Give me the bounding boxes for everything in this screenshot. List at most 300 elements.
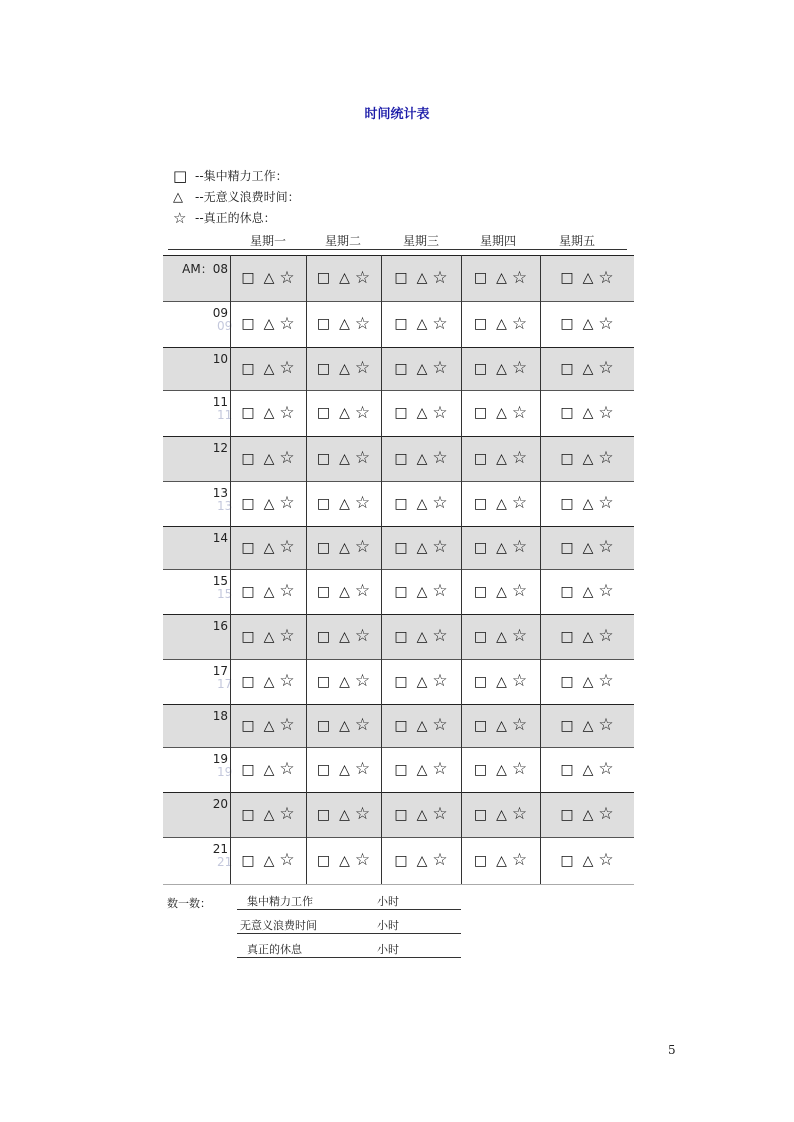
star-icon[interactable]: ☆ — [354, 493, 371, 513]
star-icon[interactable]: ☆ — [354, 537, 371, 557]
square-icon[interactable]: □ — [394, 405, 408, 421]
square-icon[interactable]: □ — [473, 316, 488, 332]
square-icon[interactable]: □ — [560, 360, 574, 377]
star-icon[interactable]: ☆ — [279, 493, 295, 513]
star-icon[interactable]: ☆ — [279, 581, 295, 601]
triangle-icon[interactable]: △ — [496, 673, 507, 690]
cell-thursday — [461, 255, 540, 301]
table-row — [163, 837, 634, 884]
square-icon[interactable]: □ — [394, 539, 408, 556]
triangle-icon[interactable]: △ — [496, 316, 507, 332]
square-icon[interactable]: □ — [394, 673, 408, 690]
star-icon[interactable]: ☆ — [511, 448, 528, 468]
summary-unit: 小时 — [377, 895, 399, 908]
triangle-icon[interactable]: △ — [339, 852, 350, 869]
star-icon[interactable]: ☆ — [432, 267, 448, 288]
cell-monday — [230, 792, 306, 837]
triangle-icon[interactable]: △ — [582, 405, 594, 421]
cell-tuesday — [306, 792, 381, 837]
square-icon[interactable]: □ — [560, 852, 574, 869]
star-icon[interactable]: ☆ — [432, 493, 448, 513]
square-icon[interactable]: □ — [241, 360, 255, 377]
star-icon[interactable]: ☆ — [279, 671, 295, 691]
cell-friday — [540, 569, 634, 614]
star-icon[interactable]: ☆ — [279, 715, 295, 735]
star-icon[interactable]: ☆ — [432, 715, 448, 735]
star-icon[interactable]: ☆ — [511, 581, 528, 601]
table-row — [163, 569, 634, 614]
star-icon[interactable]: ☆ — [598, 715, 614, 735]
star-icon[interactable]: ☆ — [354, 850, 371, 870]
star-icon[interactable]: ☆ — [511, 715, 528, 735]
cell-friday — [540, 301, 634, 347]
cell-thursday — [461, 390, 540, 436]
star-icon[interactable]: ☆ — [432, 671, 448, 691]
square-icon[interactable]: □ — [316, 673, 331, 690]
star-icon[interactable]: ☆ — [598, 850, 614, 870]
square-icon[interactable]: □ — [560, 673, 574, 690]
triangle-icon[interactable]: △ — [582, 761, 594, 778]
triangle-icon[interactable]: △ — [263, 270, 275, 286]
square-icon[interactable]: □ — [560, 405, 574, 421]
square-icon[interactable]: □ — [241, 673, 255, 690]
star-icon[interactable]: ☆ — [354, 759, 371, 779]
triangle-icon[interactable]: △ — [263, 628, 275, 645]
star-icon[interactable]: ☆ — [354, 313, 371, 334]
star-icon[interactable]: ☆ — [511, 804, 528, 824]
triangle-icon[interactable]: △ — [263, 360, 275, 377]
triangle-icon[interactable]: △ — [339, 806, 350, 823]
cell-tuesday — [306, 301, 381, 347]
cell-tuesday — [306, 569, 381, 614]
hour-label: 10 — [212, 352, 228, 366]
triangle-icon[interactable]: △ — [496, 450, 507, 467]
table-row — [163, 614, 634, 659]
table-row — [163, 481, 634, 526]
square-icon[interactable]: □ — [316, 852, 331, 869]
star-icon[interactable]: ☆ — [279, 537, 295, 557]
square-icon[interactable]: □ — [316, 495, 331, 512]
triangle-icon[interactable]: △ — [582, 583, 594, 600]
triangle-icon[interactable]: △ — [263, 673, 275, 690]
star-icon[interactable]: ☆ — [432, 626, 448, 646]
star-icon[interactable]: ☆ — [511, 267, 528, 288]
square-icon[interactable]: □ — [473, 761, 488, 778]
square-icon[interactable]: □ — [560, 806, 574, 823]
triangle-icon[interactable]: △ — [416, 806, 428, 823]
triangle-icon[interactable]: △ — [263, 852, 275, 869]
table-row — [163, 390, 634, 436]
cell-wednesday — [381, 436, 461, 481]
triangle-icon[interactable]: △ — [496, 270, 507, 286]
triangle-icon[interactable]: △ — [263, 717, 275, 734]
square-icon[interactable]: □ — [473, 717, 488, 734]
star-icon[interactable]: ☆ — [511, 313, 528, 334]
square-icon[interactable]: □ — [316, 628, 331, 645]
triangle-icon[interactable]: △ — [339, 360, 350, 377]
triangle-icon[interactable]: △ — [339, 583, 350, 600]
triangle-icon[interactable]: △ — [496, 360, 507, 377]
square-icon[interactable]: □ — [394, 495, 408, 512]
square-icon[interactable]: □ — [316, 450, 331, 467]
triangle-icon[interactable]: △ — [416, 495, 428, 512]
square-icon[interactable]: □ — [394, 270, 408, 286]
square-icon[interactable]: □ — [473, 270, 488, 286]
square-icon[interactable]: □ — [241, 628, 255, 645]
cell-wednesday — [381, 837, 461, 884]
cell-friday — [540, 347, 634, 390]
table-row — [163, 792, 634, 837]
star-icon[interactable]: ☆ — [432, 402, 448, 423]
star-icon[interactable]: ☆ — [354, 671, 371, 691]
star-icon[interactable]: ☆ — [279, 759, 295, 779]
star-icon[interactable]: ☆ — [511, 850, 528, 870]
square-icon[interactable]: □ — [473, 673, 488, 690]
square-icon[interactable]: □ — [473, 852, 488, 869]
star-icon[interactable]: ☆ — [279, 448, 295, 468]
triangle-icon[interactable]: △ — [339, 270, 350, 286]
square-icon[interactable]: □ — [560, 539, 574, 556]
square-icon[interactable]: □ — [394, 852, 408, 869]
triangle-icon[interactable]: △ — [416, 628, 428, 645]
square-icon[interactable]: □ — [560, 583, 574, 600]
table-row — [163, 436, 634, 481]
triangle-icon[interactable]: △ — [582, 806, 594, 823]
cell-monday — [230, 526, 306, 569]
star-icon[interactable]: ☆ — [598, 313, 614, 334]
cell-friday — [540, 659, 634, 704]
star-icon[interactable]: ☆ — [598, 358, 614, 378]
triangle-icon[interactable]: △ — [416, 316, 428, 332]
hour-label: 14 — [212, 531, 228, 545]
cell-thursday — [461, 747, 540, 792]
triangle-icon[interactable]: △ — [263, 316, 275, 332]
star-icon[interactable]: ☆ — [598, 759, 614, 779]
triangle-icon[interactable]: △ — [339, 628, 350, 645]
weekday-header — [168, 229, 627, 250]
cell-thursday — [461, 436, 540, 481]
triangle-icon[interactable]: △ — [582, 270, 594, 286]
star-icon[interactable]: ☆ — [432, 581, 448, 601]
square-icon[interactable]: □ — [473, 450, 488, 467]
square-icon[interactable]: □ — [316, 539, 331, 556]
triangle-icon[interactable]: △ — [582, 495, 594, 512]
triangle-icon[interactable]: △ — [339, 405, 350, 421]
square-icon[interactable]: □ — [394, 761, 408, 778]
faded-hour-label: 15 — [217, 587, 233, 601]
square-icon[interactable]: □ — [241, 316, 255, 332]
table-row — [163, 301, 634, 347]
square-icon[interactable]: □ — [560, 717, 574, 734]
triangle-icon[interactable]: △ — [263, 405, 275, 421]
star-icon[interactable]: ☆ — [598, 804, 614, 824]
triangle-icon[interactable]: △ — [582, 628, 594, 645]
star-icon[interactable]: ☆ — [279, 402, 295, 423]
square-icon[interactable]: □ — [316, 583, 331, 600]
triangle-icon[interactable]: △ — [416, 450, 428, 467]
star-icon[interactable]: ☆ — [598, 493, 614, 513]
cell-monday — [230, 436, 306, 481]
triangle-icon[interactable]: △ — [496, 628, 507, 645]
square-icon[interactable]: □ — [560, 495, 574, 512]
triangle-icon[interactable]: △ — [339, 450, 350, 467]
square-icon[interactable]: □ — [241, 450, 255, 467]
star-icon[interactable]: ☆ — [432, 850, 448, 870]
triangle-icon[interactable]: △ — [496, 495, 507, 512]
square-icon: □ — [173, 167, 188, 185]
square-icon[interactable]: □ — [473, 360, 488, 377]
square-icon[interactable]: □ — [473, 628, 488, 645]
summary-unit: 小时 — [377, 943, 399, 956]
star-icon[interactable]: ☆ — [354, 448, 371, 468]
square-icon[interactable]: □ — [394, 450, 408, 467]
square-icon[interactable]: □ — [316, 717, 331, 734]
cell-thursday — [461, 837, 540, 884]
summary-label: 无意义浪费时间 — [240, 919, 317, 932]
star-icon[interactable]: ☆ — [432, 448, 448, 468]
star-icon[interactable]: ☆ — [354, 626, 371, 646]
cell-wednesday — [381, 526, 461, 569]
triangle-icon[interactable]: △ — [496, 806, 507, 823]
triangle-icon[interactable]: △ — [582, 360, 594, 377]
cell-wednesday — [381, 481, 461, 526]
hour-label: AM：08 — [182, 262, 228, 276]
summary-heading: 数一数： — [167, 897, 211, 910]
triangle-icon[interactable]: △ — [339, 539, 350, 556]
triangle-icon[interactable]: △ — [416, 852, 428, 869]
square-icon[interactable]: □ — [316, 270, 331, 286]
cell-monday — [230, 481, 306, 526]
star-icon[interactable]: ☆ — [432, 358, 448, 378]
faded-hour-label: 09 — [217, 319, 233, 333]
square-icon[interactable]: □ — [394, 316, 408, 332]
cell-wednesday — [381, 347, 461, 390]
star-icon[interactable]: ☆ — [511, 493, 528, 513]
hour-label: 18 — [212, 709, 228, 723]
square-icon[interactable]: □ — [241, 405, 255, 421]
star-icon[interactable]: ☆ — [354, 402, 371, 423]
square-icon[interactable]: □ — [560, 628, 574, 645]
square-icon[interactable]: □ — [394, 806, 408, 823]
square-icon[interactable]: □ — [316, 360, 331, 377]
star-icon[interactable]: ☆ — [511, 402, 528, 423]
cell-thursday — [461, 347, 540, 390]
star-icon[interactable]: ☆ — [354, 581, 371, 601]
cell-tuesday — [306, 390, 381, 436]
star-icon[interactable]: ☆ — [279, 358, 295, 378]
square-icon[interactable]: □ — [560, 761, 574, 778]
star-icon[interactable]: ☆ — [432, 804, 448, 824]
triangle-icon[interactable]: △ — [339, 761, 350, 778]
star-icon[interactable]: ☆ — [511, 671, 528, 691]
square-icon[interactable]: □ — [473, 405, 488, 421]
star-icon[interactable]: ☆ — [432, 759, 448, 779]
square-icon[interactable]: □ — [560, 270, 574, 286]
triangle-icon[interactable]: △ — [263, 806, 275, 823]
triangle-icon[interactable]: △ — [416, 673, 428, 690]
square-icon[interactable]: □ — [316, 316, 331, 332]
star-icon[interactable]: ☆ — [598, 448, 614, 468]
table-row — [163, 255, 634, 301]
legend-item-focused-work — [173, 166, 300, 187]
hour-label: 15 — [212, 574, 228, 588]
summary-unit: 小时 — [377, 919, 399, 932]
star-icon[interactable]: ☆ — [598, 402, 614, 423]
faded-hour-label: 13 — [217, 499, 233, 513]
triangle-icon[interactable]: △ — [582, 450, 594, 467]
triangle-icon[interactable]: △ — [339, 717, 350, 734]
hour-label: 12 — [212, 441, 228, 455]
triangle-icon[interactable]: △ — [582, 539, 594, 556]
faded-hour-label: 19 — [217, 765, 233, 779]
square-icon[interactable]: □ — [241, 761, 255, 778]
triangle-icon[interactable]: △ — [416, 717, 428, 734]
square-icon[interactable]: □ — [316, 761, 331, 778]
star-icon[interactable]: ☆ — [511, 537, 528, 557]
triangle-icon[interactable]: △ — [582, 717, 594, 734]
hour-label: 13 — [212, 486, 228, 500]
cell-tuesday — [306, 837, 381, 884]
square-icon[interactable]: □ — [241, 539, 255, 556]
triangle-icon[interactable]: △ — [496, 405, 507, 421]
star-icon[interactable]: ☆ — [279, 267, 295, 288]
triangle-icon[interactable]: △ — [263, 539, 275, 556]
summary-label: 真正的休息 — [247, 943, 302, 956]
cell-monday — [230, 704, 306, 747]
square-icon[interactable]: □ — [241, 495, 255, 512]
square-icon[interactable]: □ — [241, 806, 255, 823]
legend-label: --无意义浪费时间： — [195, 190, 300, 204]
cell-wednesday — [381, 301, 461, 347]
cell-tuesday — [306, 255, 381, 301]
triangle-icon: △ — [173, 190, 183, 205]
cell-tuesday — [306, 659, 381, 704]
triangle-icon[interactable]: △ — [263, 495, 275, 512]
star-icon[interactable]: ☆ — [511, 358, 528, 378]
cell-thursday — [461, 614, 540, 659]
square-icon[interactable]: □ — [394, 360, 408, 377]
table-row — [163, 747, 634, 792]
star-icon[interactable]: ☆ — [432, 537, 448, 557]
cell-thursday — [461, 526, 540, 569]
cell-tuesday — [306, 481, 381, 526]
square-icon[interactable]: □ — [473, 539, 488, 556]
triangle-icon[interactable]: △ — [263, 761, 275, 778]
square-icon[interactable]: □ — [241, 717, 255, 734]
triangle-icon[interactable]: △ — [496, 717, 507, 734]
triangle-icon[interactable]: △ — [582, 673, 594, 690]
star-icon[interactable]: ☆ — [511, 759, 528, 779]
square-icon[interactable]: □ — [241, 270, 255, 286]
cell-friday — [540, 747, 634, 792]
legend-label: --真正的休息： — [195, 211, 276, 225]
hour-label: 17 — [212, 664, 228, 678]
column-divider — [306, 255, 307, 884]
hour-label: 21 — [212, 842, 228, 856]
cell-monday — [230, 301, 306, 347]
triangle-icon[interactable]: △ — [339, 673, 350, 690]
legend-label: --集中精力工作： — [195, 169, 288, 183]
star-icon[interactable]: ☆ — [598, 267, 614, 288]
star-icon[interactable]: ☆ — [598, 671, 614, 691]
cell-wednesday — [381, 569, 461, 614]
cell-tuesday — [306, 614, 381, 659]
triangle-icon[interactable]: △ — [582, 852, 594, 869]
triangle-icon[interactable]: △ — [263, 583, 275, 600]
square-icon[interactable]: □ — [241, 852, 255, 869]
star-icon[interactable]: ☆ — [598, 537, 614, 557]
cell-tuesday — [306, 436, 381, 481]
cell-wednesday — [381, 614, 461, 659]
square-icon[interactable]: □ — [473, 583, 488, 600]
hour-label: 09 — [212, 306, 228, 320]
summary-label: 集中精力工作 — [247, 895, 313, 908]
cell-monday — [230, 837, 306, 884]
triangle-icon[interactable]: △ — [339, 495, 350, 512]
cell-wednesday — [381, 255, 461, 301]
star-icon[interactable]: ☆ — [354, 267, 371, 288]
triangle-icon[interactable]: △ — [496, 852, 507, 869]
triangle-icon[interactable]: △ — [496, 761, 507, 778]
star-icon[interactable]: ☆ — [354, 358, 371, 378]
cell-friday — [540, 837, 634, 884]
square-icon[interactable]: □ — [473, 495, 488, 512]
square-icon[interactable]: □ — [316, 806, 331, 823]
triangle-icon[interactable]: △ — [416, 539, 428, 556]
cell-monday — [230, 255, 306, 301]
triangle-icon[interactable]: △ — [496, 539, 507, 556]
star-icon[interactable]: ☆ — [279, 804, 295, 824]
column-divider — [381, 255, 382, 884]
square-icon[interactable]: □ — [473, 806, 488, 823]
star-icon[interactable]: ☆ — [279, 313, 295, 334]
square-icon[interactable]: □ — [394, 717, 408, 734]
triangle-icon[interactable]: △ — [416, 583, 428, 600]
star-icon[interactable]: ☆ — [279, 626, 295, 646]
cell-thursday — [461, 792, 540, 837]
star-icon[interactable]: ☆ — [354, 804, 371, 824]
star-icon[interactable]: ☆ — [279, 850, 295, 870]
cell-monday — [230, 747, 306, 792]
triangle-icon[interactable]: △ — [416, 761, 428, 778]
star-icon[interactable]: ☆ — [598, 581, 614, 601]
legend-item-real-rest — [173, 208, 300, 229]
cell-friday — [540, 390, 634, 436]
star-icon[interactable]: ☆ — [511, 626, 528, 646]
star-icon[interactable]: ☆ — [598, 626, 614, 646]
square-icon[interactable]: □ — [394, 583, 408, 600]
square-icon[interactable]: □ — [241, 583, 255, 600]
star-icon[interactable]: ☆ — [354, 715, 371, 735]
triangle-icon[interactable]: △ — [416, 270, 428, 286]
triangle-icon[interactable]: △ — [416, 360, 428, 377]
square-icon[interactable]: □ — [316, 405, 331, 421]
triangle-icon[interactable]: △ — [416, 405, 428, 421]
square-icon[interactable]: □ — [560, 450, 574, 467]
faded-hour-label: 21 — [217, 855, 233, 869]
weekday-monday: 星期一 — [249, 234, 287, 248]
triangle-icon[interactable]: △ — [339, 316, 350, 332]
legend-item-wasted-time — [173, 187, 300, 208]
cell-friday — [540, 436, 634, 481]
square-icon[interactable]: □ — [560, 316, 574, 332]
star-icon[interactable]: ☆ — [432, 313, 448, 334]
cell-thursday — [461, 659, 540, 704]
triangle-icon[interactable]: △ — [263, 450, 275, 467]
triangle-icon[interactable]: △ — [582, 316, 594, 332]
triangle-icon[interactable]: △ — [496, 583, 507, 600]
square-icon[interactable]: □ — [394, 628, 408, 645]
